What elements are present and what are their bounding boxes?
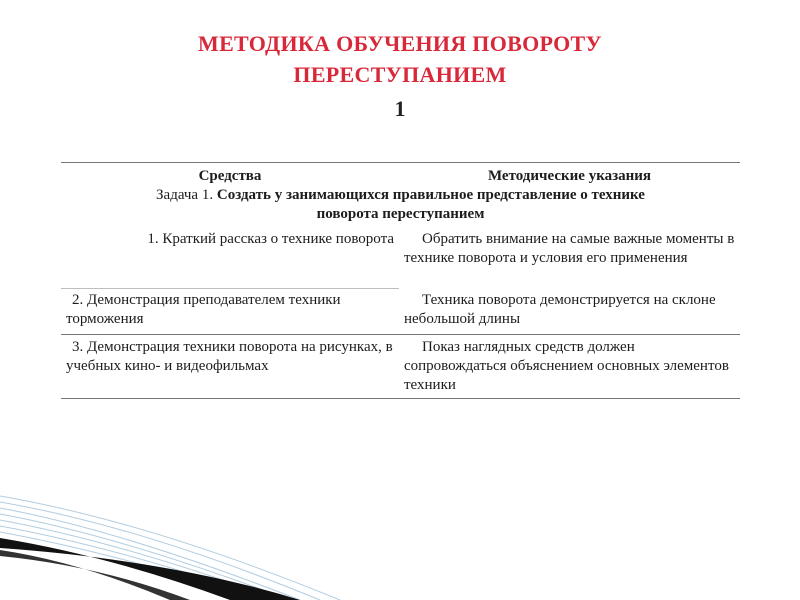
means-cell: 1. Краткий рассказ о технике поворота xyxy=(147,231,394,247)
title-line-1: МЕТОДИКА ОБУЧЕНИЯ ПОВОРОТУ xyxy=(198,31,602,56)
table-row xyxy=(61,289,740,335)
guidance-cell: Обратить внимание на самые важные моменты в технике поворота и условия его применения xyxy=(404,231,735,266)
guidance-cell: Техника поворота демонстрируется на склоне небольшой длины xyxy=(404,291,716,327)
task-prefix: Задача 1. xyxy=(156,187,217,203)
table-header-row xyxy=(61,163,740,187)
guidance-cell: Показ наглядных средств должен сопровождаться объяснением основных элементов техники xyxy=(399,335,740,399)
slide-title xyxy=(0,28,800,90)
method-table xyxy=(61,162,740,399)
title-line-2: ПЕРЕСТУПАНИЕМ xyxy=(293,62,507,87)
table-row xyxy=(61,224,740,289)
means-cell: 3. Демонстрация техники поворота на рисунках, в учебных кино- и видеофильмах xyxy=(61,335,399,399)
task-text-line-2: поворота переступанием xyxy=(316,206,485,222)
means-cell: 2. Демонстрация преподавателем техники торможения xyxy=(61,289,399,335)
decorative-swoosh xyxy=(0,490,800,600)
col-header-means: Средства xyxy=(198,168,262,184)
task-row xyxy=(61,186,740,224)
col-header-guidance: Методические указания xyxy=(487,168,652,184)
table-row xyxy=(61,335,740,399)
slide-number: 1 xyxy=(394,96,406,121)
task-cell xyxy=(61,186,740,224)
task-text-line-1: Создать у занимающихся правильное представление о технике xyxy=(216,187,645,203)
